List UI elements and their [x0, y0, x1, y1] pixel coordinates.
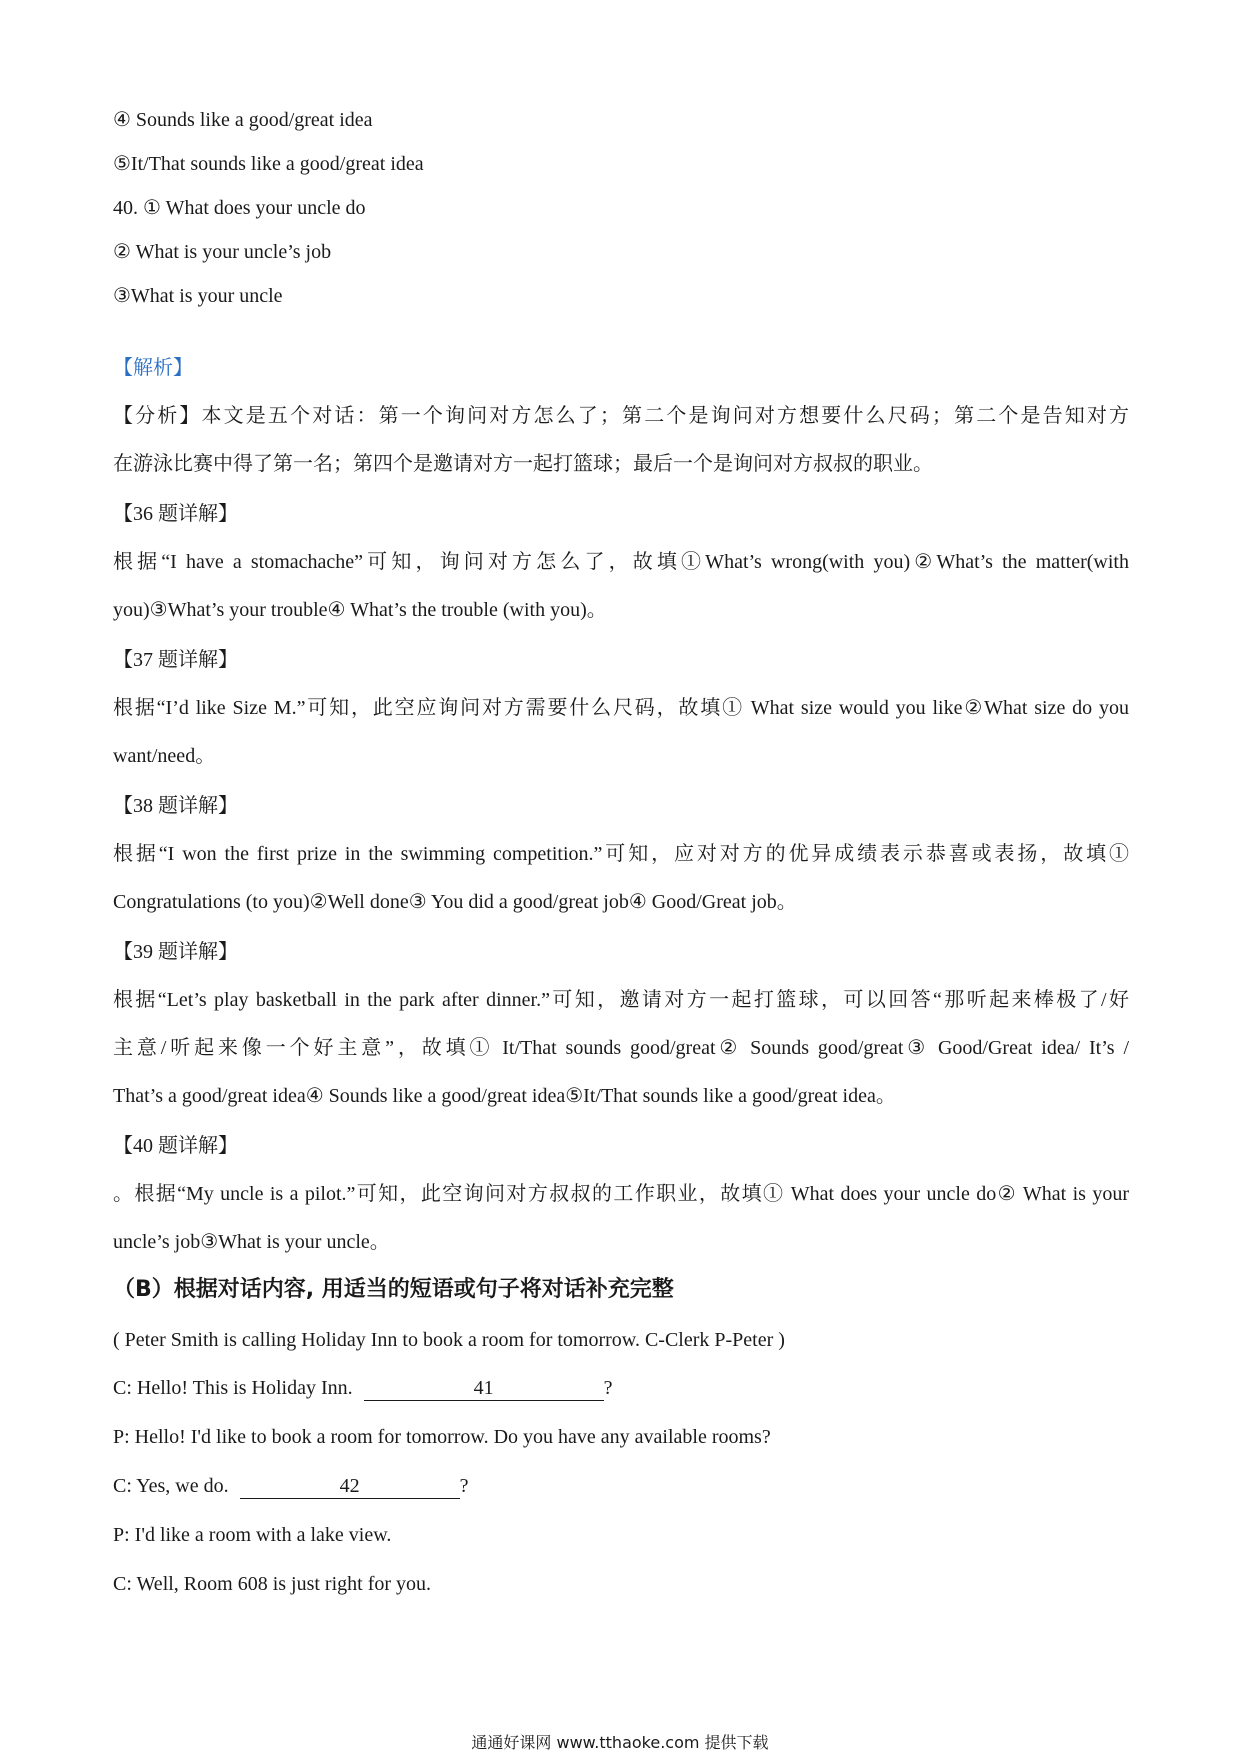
- dialogue-line-2: P: Hello! I'd like to book a room for tomorrow. Do you have any available rooms?: [113, 1426, 771, 1448]
- answer-40-option-3: ③What is your uncle: [113, 285, 283, 307]
- dialogue-line-1: [113, 1374, 613, 1402]
- dialogue-text: C: Hello! This is Holiday Inn.: [113, 1377, 353, 1399]
- answer-39-option-5: ⑤It/That sounds like a good/great idea: [113, 153, 424, 175]
- q40-line-1: 。根据“My uncle is a pilot.”可知，此空询问对方叔叔的工作职业，故填① What does your uncle do② What is your: [113, 1183, 1129, 1205]
- answer-blank-42[interactable]: [240, 1474, 460, 1499]
- blank-number: 41: [473, 1377, 494, 1399]
- dialogue-text: C: Yes, we do.: [113, 1475, 229, 1497]
- blank-number: 42: [339, 1475, 360, 1497]
- q38-heading: 【38 题详解】: [113, 795, 238, 817]
- q39-line-3: That’s a good/great idea④ Sounds like a good/great idea⑤It/That sounds like a good/great idea。: [113, 1085, 896, 1107]
- answer-blank-41[interactable]: [364, 1376, 604, 1401]
- q40-heading: 【40 题详解】: [113, 1135, 238, 1157]
- dialogue-line-4: P: I'd like a room with a lake view.: [113, 1524, 392, 1546]
- q36-line-2: you)③What’s your trouble④ What’s the trouble (with you)。: [113, 599, 607, 621]
- q39-line-1: 根据“Let’s play basketball in the park after dinner.”可知，邀请对方一起打篮球，可以回答“那听起来棒极了/好: [113, 989, 1129, 1011]
- q37-line-1: 根据“I’d like Size M.”可知，此空应询问对方需要什么尺码，故填① What size would you like②What size do you: [113, 697, 1129, 719]
- q38-line-1: 根据“I won the first prize in the swimming competition.”可知，应对对方的优异成绩表示恭喜或表扬，故填①: [113, 843, 1129, 865]
- q37-line-2: want/need。: [113, 745, 216, 767]
- footer-source-credit: 通通好课网 www.tthaoke.com 提供下载: [471, 1733, 769, 1752]
- dialogue-line-5: C: Well, Room 608 is just right for you.: [113, 1573, 432, 1595]
- dialogue-question-mark: ?: [459, 1475, 469, 1497]
- answer-39-option-4: ④ Sounds like a good/great idea: [113, 109, 373, 131]
- q39-heading: 【39 题详解】: [113, 941, 238, 963]
- section-b-heading: （B）根据对话内容, 用适当的短语或句子将对话补充完整: [113, 1277, 674, 1302]
- q36-line-1: 根据“I have a stomachache”可知，询问对方怎么了，故填①What’s wrong(with you)②What’s the matter(with: [113, 551, 1129, 573]
- q40-line-2: uncle’s job③What is your uncle。: [113, 1231, 390, 1253]
- dialogue-question-mark: ?: [603, 1377, 613, 1399]
- q36-heading: 【36 题详解】: [113, 503, 238, 525]
- section-b-intro: ( Peter Smith is calling Holiday Inn to book a room for tomorrow. C-Clerk P-Peter ): [113, 1329, 785, 1351]
- answer-40-option-2: ② What is your uncle’s job: [113, 241, 332, 263]
- analysis-line-2: 在游泳比赛中得了第一名；第四个是邀请对方一起打篮球；最后一个是询问对方叔叔的职业。: [113, 453, 933, 475]
- dialogue-line-3: [113, 1472, 468, 1500]
- jiexi-label: 【解析】: [113, 357, 193, 379]
- q39-line-2: 主意/听起来像一个好主意”，故填① It/That sounds good/great② Sounds good/great③ Good/Great idea/ It’s /: [113, 1037, 1129, 1059]
- q38-line-2: Congratulations (to you)②Well done③ You did a good/great job④ Good/Great job。: [113, 891, 797, 913]
- analysis-line-1: 【分析】本文是五个对话：第一个询问对方怎么了；第二个是询问对方想要什么尺码；第二个是告知对方: [113, 405, 1129, 427]
- q37-heading: 【37 题详解】: [113, 649, 238, 671]
- answer-40-option-1: 40. ① What does your uncle do: [113, 197, 366, 219]
